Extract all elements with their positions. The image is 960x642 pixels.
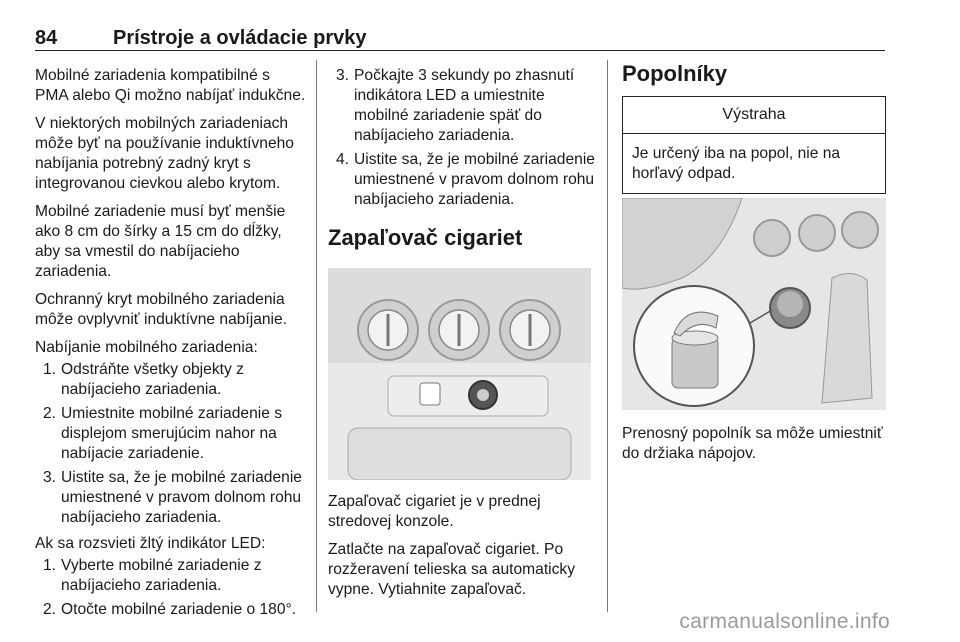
cigarette-lighter-illustration bbox=[328, 268, 591, 480]
page-number: 84 bbox=[35, 27, 58, 49]
column-3-lower bbox=[622, 424, 886, 472]
list-item: 3. Uistite sa, že je mobilné zariadenie umiestnené v pravom dolnom rohu nabíjacieho zariadenia. bbox=[43, 469, 302, 526]
paragraph: Zapaľovač cigariet je v prednej stredovej konzole. bbox=[328, 493, 541, 530]
warning-text: Je určený iba na popol, nie na horľavý odpad. bbox=[632, 145, 841, 182]
ashtray-illustration bbox=[622, 198, 886, 410]
warning-title: Výstraha bbox=[623, 97, 885, 134]
column-2-lower bbox=[328, 492, 598, 608]
watermark: carmanualsonline.info bbox=[679, 610, 890, 633]
column-divider bbox=[316, 60, 317, 612]
list-item: 1. Odstráňte všetky objekty z nabíjacieho zariadenia. bbox=[43, 361, 244, 398]
paragraph: Prenosný popolník sa môže umiestniť do držiaka nápojov. bbox=[622, 425, 883, 462]
column-1 bbox=[35, 66, 307, 626]
warning-box bbox=[622, 96, 886, 194]
paragraph: V niektorých mobilných zariadeniach môže byť na používanie induktívneho nabíjania potrebný zadný kryt s integrovanou cievkou alebo krytom. bbox=[35, 115, 294, 192]
column-3 bbox=[622, 62, 886, 194]
paragraph: Mobilné zariadenia kompatibilné s PMA alebo Qi možno nabíjať indukčne. bbox=[35, 67, 306, 104]
list-item: 1. Vyberte mobilné zariadenie z nabíjacieho zariadenia. bbox=[43, 557, 262, 594]
section-heading: Zapaľovač cigariet bbox=[328, 225, 523, 250]
paragraph: Mobilné zariadenie musí byť menšie ako 8 cm do šírky a 15 cm do dĺžky, aby sa vmestil do nabíjacieho zariadenia. bbox=[35, 203, 286, 280]
list-item: 4. Uistite sa, že je mobilné zariadenie umiestnené v pravom dolnom rohu nabíjacieho zariadenia. bbox=[336, 151, 595, 208]
paragraph: Zatlačte na zapaľovač cigariet. Po rozžeravení telieska sa automaticky vypne. Vytiahnite zapaľovač. bbox=[328, 541, 576, 598]
charging-steps-list bbox=[35, 360, 307, 528]
continued-steps-list bbox=[328, 66, 598, 210]
page-title: Prístroje a ovládacie prvky bbox=[113, 27, 367, 49]
led-steps-list bbox=[35, 556, 307, 620]
paragraph: Ak sa rozsvieti žltý indikátor LED: bbox=[35, 535, 266, 552]
column-divider bbox=[607, 60, 608, 612]
paragraph: Nabíjanie mobilného zariadenia: bbox=[35, 339, 258, 356]
column-2 bbox=[328, 66, 598, 248]
list-item: 3. Počkajte 3 sekundy po zhasnutí indikátora LED a umiestnite mobilné zariadenie späť do nabíjacieho zariadenia. bbox=[336, 67, 575, 144]
list-item: 2. Umiestnite mobilné zariadenie s displejom smerujúcim nahor na nabíjacie zariadenie. bbox=[43, 405, 283, 462]
paragraph: Ochranný kryt mobilného zariadenia môže ovplyvniť induktívne nabíjanie. bbox=[35, 291, 288, 328]
page-header bbox=[35, 24, 885, 51]
list-item: 2. Otočte mobilné zariadenie o 180°. bbox=[43, 601, 297, 618]
section-heading: Popolníky bbox=[622, 61, 728, 86]
